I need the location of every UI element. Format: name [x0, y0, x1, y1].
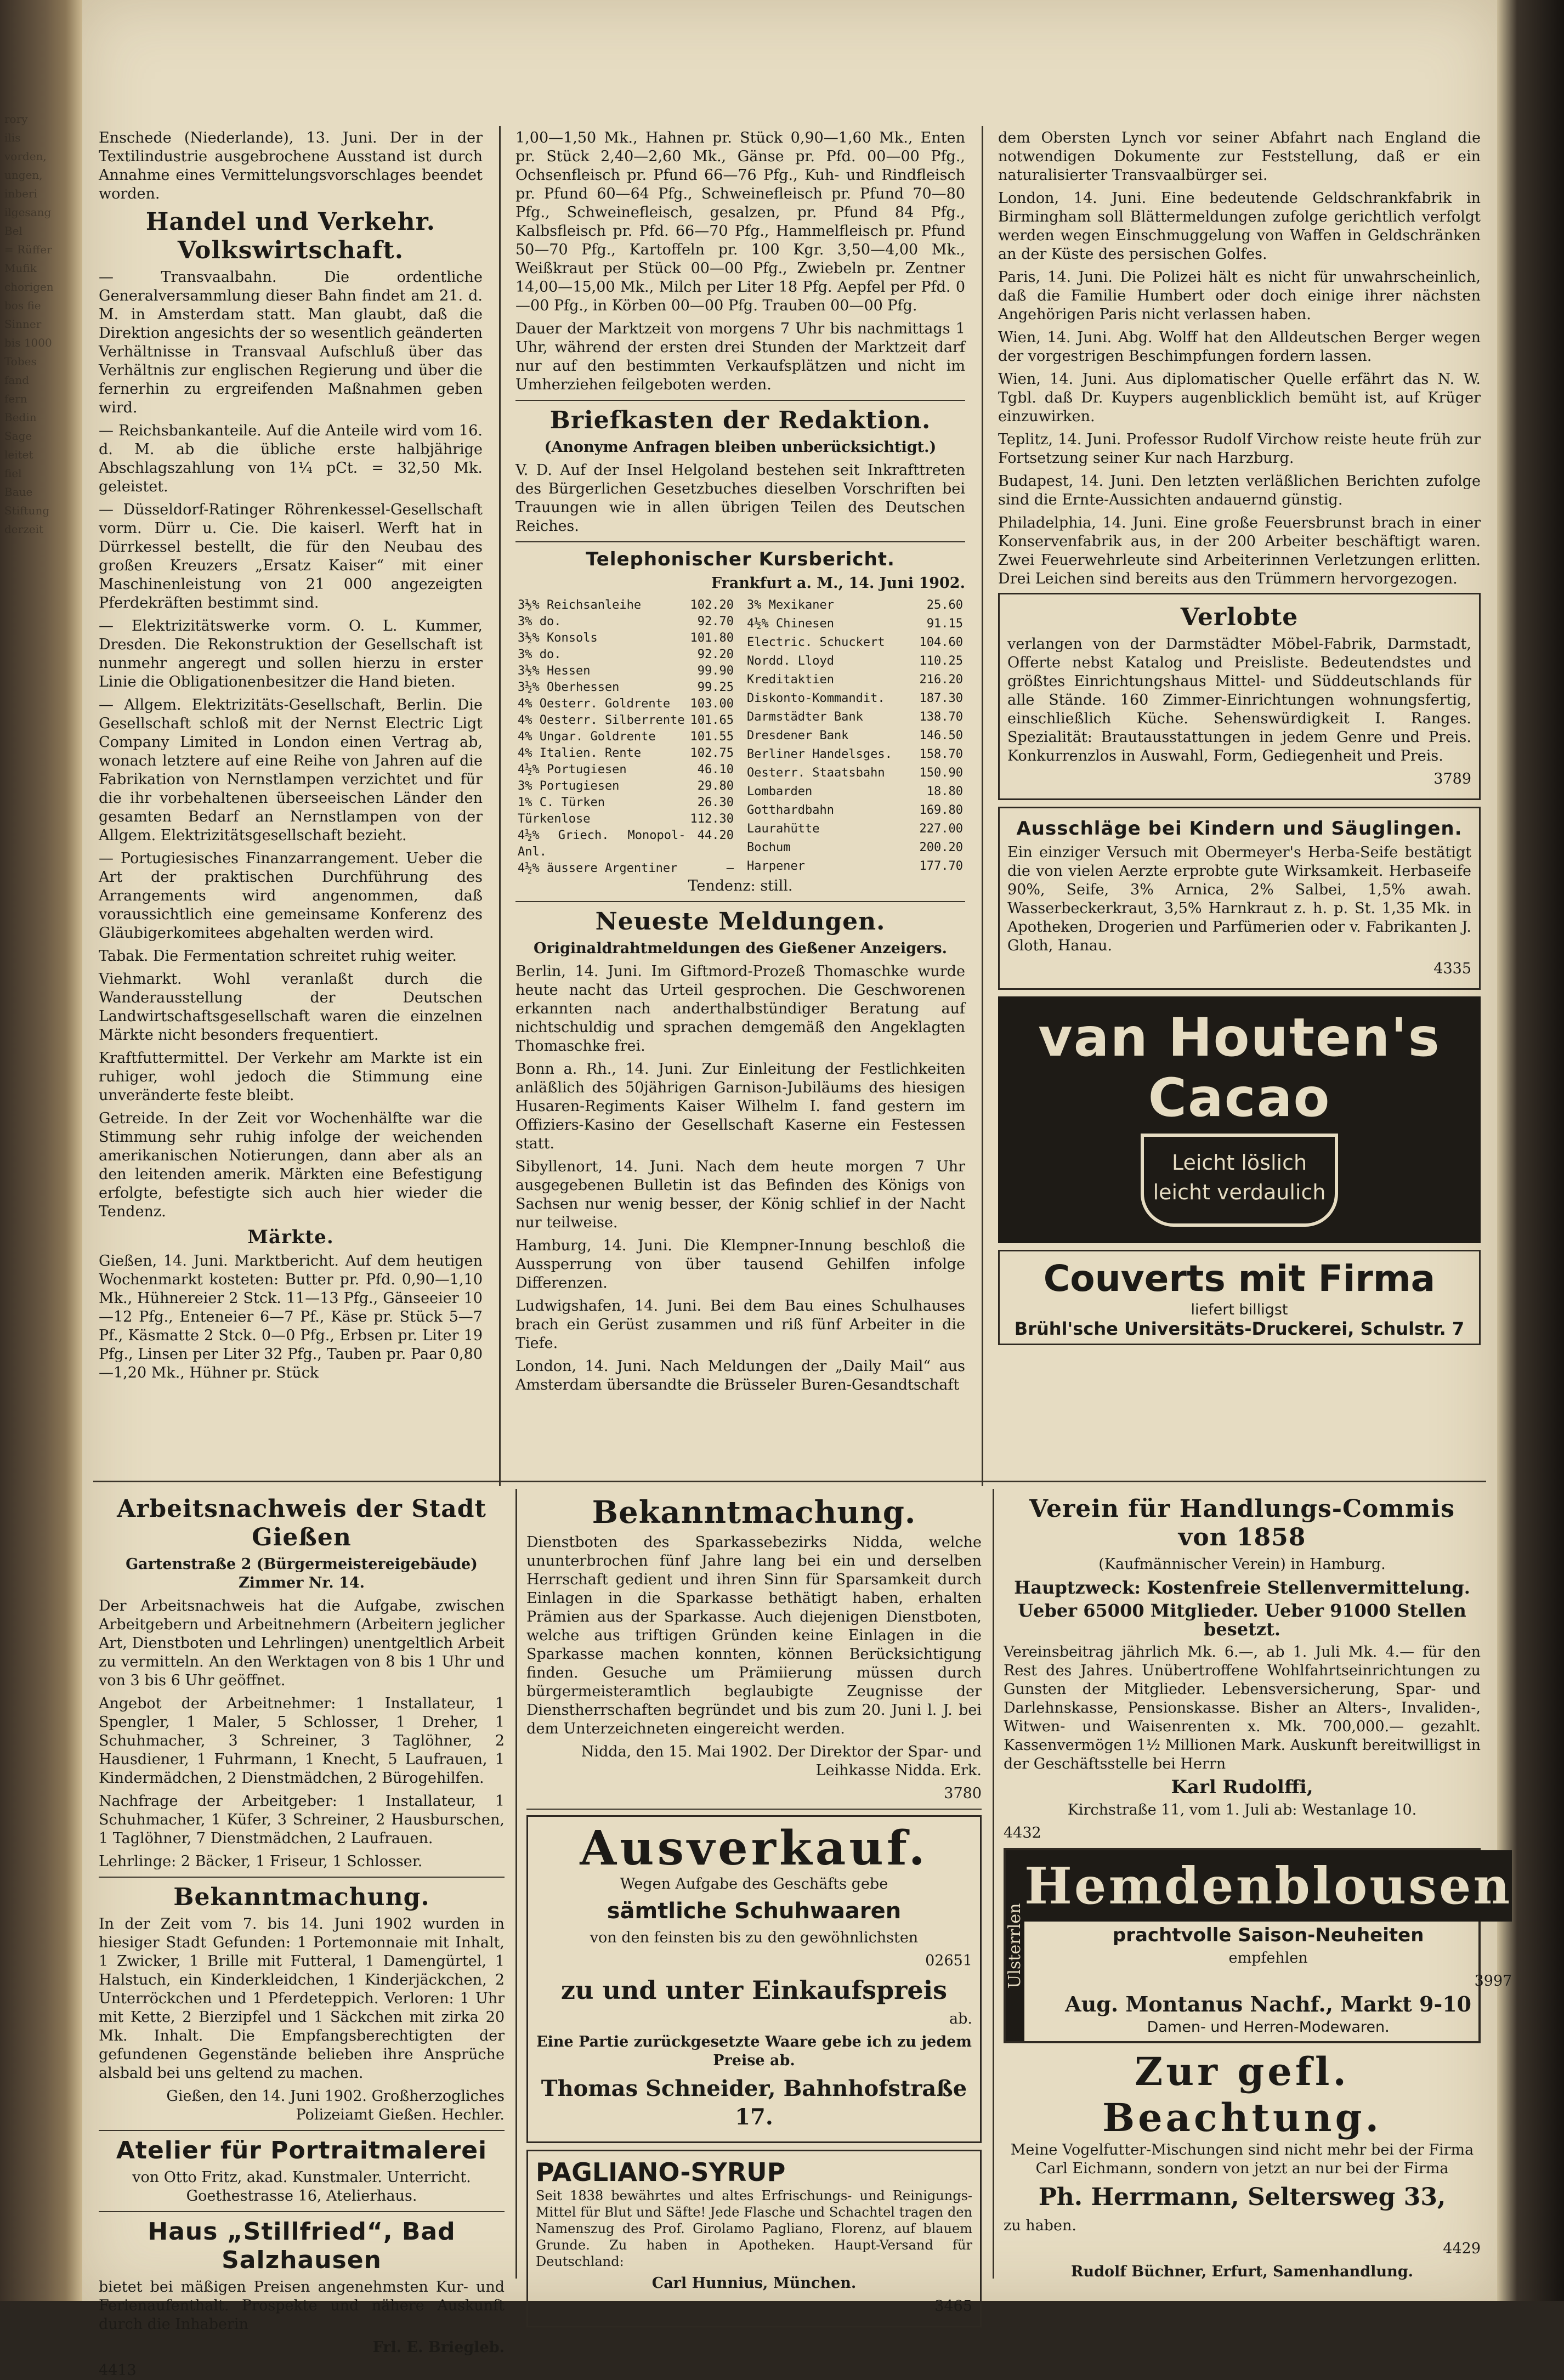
kurs-security: Harpener [747, 859, 805, 873]
verein-counts: Ueber 65000 Mitglieder. Ueber 91000 Stellen besetzt. [1018, 1600, 1466, 1640]
arbeitsnachweis-heading: Arbeitsnachweis der Stadt Gießen [117, 1495, 486, 1551]
spine-fragment: rory [4, 112, 28, 126]
spine-fragment: vorden, [4, 150, 47, 163]
news-continued: dem Obersten Lynch vor seiner Abfahrt nach England die notwendigen Dokumente zur Feststellung, daß er ein naturalisierter Transvaalbürger sei. [998, 129, 1481, 184]
kurs-row [515, 696, 736, 712]
column-rule [982, 126, 983, 1486]
spine-fragment: ilgesang [4, 206, 52, 219]
couverts-heading: Couverts mit Firma [1043, 1257, 1436, 1300]
market-note: Dauer der Marktzeit von morgens 7 Uhr bis nachmittags 1 Uhr, während der ersten drei Stunden der Marktzeit darf nur auf den bestimmten Verkaufsplätzen und nicht im Umherziehen feilgeboten werden. [515, 320, 965, 393]
handel-paragraphs [99, 268, 483, 1221]
pagliano-heading: PAGLIANO-SYRUP [536, 2157, 786, 2187]
nachfrage-text: Nachfrage der Arbeitgeber: 1 Installateur, 1 Schuhmacher, 1 Küfer, 3 Schreiner, 2 Hausburschen, 1 Taglöhner, 7 Dienstmädchen, 2 Laufrauen. [99, 1793, 505, 1847]
stillfried-heading: Haus „Stillfried“, Bad Salzhausen [148, 2218, 456, 2274]
kurs-row [745, 821, 965, 840]
kurs-security: Türkenlose [518, 812, 591, 826]
lehrlinge-text: Lehrlinge: 2 Bäcker, 1 Friseur, 1 Schlosser. [99, 1853, 423, 1870]
kurs-table-left [515, 597, 736, 877]
slogan-line: leicht verdaulich [1153, 1180, 1326, 1204]
kurs-security: Dresdener Bank [747, 729, 849, 743]
kurs-value: 92.20 [697, 648, 734, 661]
ausschlag-ad [998, 807, 1481, 990]
kurs-value: 46.10 [697, 763, 734, 777]
kurs-value: 110.25 [919, 654, 963, 668]
kurs-value: 26.30 [697, 796, 734, 809]
verein-sub: (Kaufmännischer Verein) in Hamburg. [1098, 1556, 1386, 1573]
ausverkauf-mid: sämtliche Schuhwaaren [607, 1899, 902, 1924]
ausverkauf-range: von den feinsten bis zu den gewöhnlichsten [590, 1929, 919, 1946]
kurs-value: 104.60 [919, 636, 963, 649]
kurs-value: 169.80 [919, 803, 963, 817]
article-paragraph: — Elektrizitätswerke vorm. O. L. Kummer, Dresden. Die Rekonstruktion der Gesellschaft ist nunmehr angeregt und sollen hierzu in erster Linie die Obligationenbesitzer die Hand bieten. [99, 617, 483, 690]
ad-number: 3780 [944, 1785, 982, 1802]
column-rule [993, 1489, 994, 2279]
article-paragraph: — Allgem. Elektrizitäts-Gesellschaft, Berlin. Die Gesellschaft schloß mit der Nernst Electric Ligt Company Limited in London einen Vertrag ab, wonach letztere auf eine Reihe von Jahren auf die Fabrikation von Nernstlampen verzichtet und für die ihr vorbehaltenen überseeischen Länder den gesamten Bedarf an Nernstlampen von der Allgem. Elektrizitätsgesellschaft bezieht. [99, 696, 483, 844]
spine-fragment: Baue [4, 485, 33, 498]
kurs-value: 101.65 [690, 713, 734, 727]
verein-name: Karl Rudolffi, [1171, 1776, 1313, 1798]
spine-fragment: Mufik [4, 262, 37, 275]
spine-fragment: Sage [4, 429, 32, 443]
kurs-value: 25.60 [926, 598, 963, 612]
kurs-value: 112.30 [690, 812, 734, 826]
hemd-sub: prachtvolle Saison-Neuheiten [1112, 1924, 1424, 1946]
column-rule [499, 126, 501, 1486]
ad-number: 4429 [1443, 2240, 1481, 2257]
verein-addr: Kirchstraße 11, vom 1. Juli ab: Westanlage 10. [1067, 1801, 1417, 1818]
angebot-text: Angebot der Arbeitnehmer: 1 Installateur, 1 Spengler, 1 Maler, 5 Schlosser, 1 Dreher, 1 Schuhmacher, 3 Schreiner, 3 Taglöhner, 2 Hausdiener, 1 Fuhrmann, 1 Knecht, 5 Laufrauen, 1 Kindermädchen, 2 Dienstmädchen, 2 Bürogehilfen. [99, 1695, 505, 1787]
cup-icon [1141, 1134, 1338, 1227]
hemd-emp: empfehlen [1228, 1950, 1308, 1967]
news-item: Hamburg, 14. Juni. Die Klempner-Innung beschloß die Aussperrung von über tausend Gehilfen infolge Differenzen. [515, 1237, 965, 1291]
bekanntmachung-text: Dienstboten des Sparkassebezirks Nidda, welche ununterbrochen fünf Jahre lang bei ein und derselben Herrschaft gedient und ihren Sinn für Sparsamkeit durch Einlagen in die Sparkasse bethätigt haben, erhalten Prämien aus der Sparkasse. Auch diejenigen Dienstboten, welche aus triftigen Gründen keine Einlagen in die Sparkasse machen konnten, können Berücksichtigung finden. Gesuche um Prämiierung müssen durch bürgermeisteramtlich beglaubigte Zeugnisse der Dienstherrschaften begründet und bis zum 20. Juni l. J. bei dem Unterzeichneten eingereicht werden. [526, 1534, 982, 1737]
briefkasten-heading: Briefkasten der Redaktion. [549, 406, 931, 434]
spine-fragment: Sinner [4, 318, 42, 331]
kursbericht-heading: Telephonischer Kursbericht. [586, 548, 895, 570]
spine-fragment: fern [4, 392, 27, 405]
spine-fragment: chorigen [4, 280, 54, 293]
bekanntmachung-heading: Bekanntmachung. [173, 1883, 430, 1911]
hemd-main [1024, 1850, 1512, 2041]
news-sub: Originaldrahtmeldungen des Gießener Anzeigers. [534, 940, 947, 957]
kurs-table-right [745, 597, 965, 877]
kurs-row [745, 840, 965, 858]
spine-fragment: derzeit [4, 523, 44, 536]
article-paragraph: Kraftfuttermittel. Der Verkehr am Markte ist ein ruhiger, wohl jedoch die Stimmung eine unveränderte feste bleibt. [99, 1050, 483, 1104]
kurs-value: 146.50 [919, 729, 963, 743]
verein-main: Hauptzweck: Kostenfreie Stellenvermittelung. [1014, 1577, 1470, 1598]
hemd-heading: Hemdenblousen [1024, 1850, 1512, 1922]
news-item: Budapest, 14. Juni. Den letzten verläßlichen Berichten zufolge sind die Ernte-Aussichten andauernd günstig. [998, 473, 1481, 508]
kurs-security: 4½% Griech. Monopol-Anl. [518, 829, 686, 859]
kurs-row [515, 811, 736, 828]
kurs-row [515, 630, 736, 647]
kurs-row [745, 672, 965, 690]
kurs-security: 4½% Portugiesen [518, 763, 627, 777]
beachtung-heading: Zur gefl. Beachtung. [1102, 2049, 1382, 2140]
news-item: Wien, 14. Juni. Abg. Wolff hat den Alldeutschen Berger wegen der vorgestrigen Beschimpfungen fordern lassen. [998, 329, 1481, 365]
couverts-ad [998, 1250, 1481, 1345]
spine-fragments [4, 110, 70, 539]
ad-number: 3789 [1433, 770, 1471, 787]
ausverkauf-heading: Ausverkauf. [580, 1821, 928, 1876]
kurs-row [515, 762, 736, 778]
kurs-row [515, 828, 736, 860]
kurs-security: 3% do. [518, 615, 562, 628]
news-item: Philadelphia, 14. Juni. Eine große Feuersbrunst brach in einer Konservenfabrik aus, in der 200 Arbeiter beschäftigt waren. Zwei Feuerwehrleute sind Arbeiterinnen Verletzungen erlitten. Drei Leichen sind bereits aus den Trümmern hervorgezogen. [998, 514, 1481, 587]
verein-heading: Verein für Handlungs-Commis von 1858 [1029, 1495, 1455, 1551]
kurs-row [515, 745, 736, 762]
kurs-row [515, 729, 736, 745]
kurs-value: 138.70 [919, 710, 963, 724]
ausverkauf-ad [526, 1815, 982, 2143]
kurs-security: Nordd. Lloyd [747, 654, 834, 668]
kurs-row [745, 634, 965, 653]
couverts-text: Brühl'sche Universitäts-Druckerei, Schulstr. 7 [1014, 1318, 1465, 1339]
kurs-security: 3½% Hessen [518, 664, 591, 678]
article-paragraph: — Transvaalbahn. Die ordentliche Generalversammlung dieser Bahn findet am 21. d. M. in Amsterdam statt. Man glaubt, daß die Direktion angesichts der so wesentlich geänderten Verhältnisse in Transvaal Aufschluß über das Verhältnis zur englischen Regierung und über die fernerhin zu ergreifenden Maßnahmen geben wird. [99, 269, 483, 416]
kurs-row [515, 663, 736, 679]
ad-number: 02651 [925, 1952, 972, 1969]
kurs-value: 187.30 [919, 692, 963, 705]
hemdenblousen-ad [1004, 1848, 1512, 2043]
news-item: Berlin, 14. Juni. Im Giftmord-Prozeß Thomaschke wurde heute nacht das Urteil gesprochen. Die Geschworenen erkannten nach anderthalbstündiger Beratung auf nichtschuldig und sprachen demgemäß den Angeklagten Thomaschke frei. [515, 963, 965, 1055]
kurs-row [745, 653, 965, 672]
side-label: Ulsterrlen [1006, 1850, 1024, 2041]
kurs-value: 227.00 [919, 822, 963, 836]
kurs-row [515, 778, 736, 795]
kurs-row [515, 647, 736, 663]
article-paragraph: Getreide. In der Zeit vor Wochenhälfte war die Stimmung sehr ruhig infolge der weichenden amerikanischen Notierungen, dann aber als an den leitenden amerik. Märkten eine Befestigung erfolgte, befestigte sich auch hier wieder die Tendenz. [99, 1110, 483, 1220]
kurs-value: 101.80 [690, 631, 734, 645]
kurs-value: 102.75 [690, 746, 734, 760]
kurs-security: Gotthardbahn [747, 803, 834, 817]
bottom-col-3 [1004, 1492, 1512, 2280]
article-paragraph: Tabak. Die Fermentation schreitet ruhig weiter. [99, 948, 457, 965]
beachtung-sign: Rudolf Büchner, Erfurt, Samenhandlung. [1071, 2263, 1413, 2280]
spine-fragment: bis 1000 [4, 336, 52, 349]
kurs-security: 4% Oesterr. Goldrente [518, 697, 671, 711]
kurs-row [745, 616, 965, 634]
kurs-row [745, 597, 965, 616]
kurs-security: 3% Mexikaner [747, 598, 834, 612]
column-2 [515, 129, 965, 1472]
ad-number: 3997 [1474, 1973, 1512, 1990]
spine-fragment: inberi [4, 187, 37, 200]
ad-number: 4335 [1433, 960, 1471, 977]
article-paragraph: — Portugiesisches Finanzarrangement. Ueber die Art der praktischen Durchführung des Arrangements wird angenommen, daß voraussichtlich eine gemeinsame Konferenz des Gläubigerkomitees abgehalten werden wird. [99, 850, 483, 942]
stillfried-text: bietet bei mäßigen Preisen angenehmsten Kur- und Ferienaufenthalt. Prospekte und nähere Auskunft durch die Inhaberin [99, 2279, 505, 2333]
verlobte-heading: Verlobte [1180, 603, 1299, 631]
kurs-row [745, 709, 965, 728]
kurs-security: Bochum [747, 841, 791, 854]
ausverkauf-sub: Wegen Aufgabe des Geschäfts gebe [620, 1875, 888, 1892]
kurs-value: 216.20 [919, 673, 963, 687]
atelier-text: von Otto Fritz, akad. Kunstmaler. Unterricht. Goethestrasse 16, Atelierhaus. [132, 2169, 471, 2205]
kurs-value: 103.00 [690, 697, 734, 711]
spine-fragment: ungen, [4, 168, 43, 182]
spine-fragment: Tobes [4, 355, 37, 368]
spine-fragment: bos fie [4, 299, 41, 312]
kurs-row [745, 728, 965, 746]
kurs-value: 177.70 [919, 859, 963, 873]
article-paragraph: — Reichsbankanteile. Auf die Anteile wird vom 16. d. M. ab die übliche erste halbjährige Abschlagszahlung von 1¼ pCt. = 32,50 Mk. geleistet. [99, 422, 483, 495]
pagliano-ad [526, 2150, 982, 2327]
kurs-row [745, 858, 965, 877]
spine-fragment: fiel [4, 467, 22, 480]
kurs-security: Kreditaktien [747, 673, 834, 687]
news-item: London, 14. Juni. Nach Meldungen der „Daily Mail“ aus Amsterdam übersandte die Brüsseler Buren-Gesandtschaft [515, 1358, 965, 1393]
maerkte-heading: Märkte. [247, 1226, 334, 1248]
spine-fragment: leitet [4, 448, 33, 461]
bekanntmachung-sign: Nidda, den 15. Mai 1902. Der Direktor der Spar- und Leihkasse Nidda. Erk. [581, 1743, 982, 1779]
ausverkauf-ab: ab. [949, 2010, 972, 2027]
bottom-col-1 [99, 1492, 505, 2379]
ad-number: 4413 [99, 2362, 137, 2379]
pagliano-sign: Carl Hunnius, München. [651, 2275, 857, 2292]
article-paragraph: — Düsseldorf-Ratinger Röhrenkessel-Gesellschaft vorm. Dürr u. Cie. Die kaiserl. Werft hat in Dürrkessel bestellt, die für den Neubau des großen Kreuzers „Ersatz Kaiser“ mit einer Maschinenleistung von 21 000 angezeigten Pferdekräften bestimmt sind. [99, 501, 483, 611]
kurs-row [515, 712, 736, 729]
arbeitsnachweis-text: Der Arbeitsnachweis hat die Aufgabe, zwischen Arbeitgebern und Arbeitnehmern (Arbeitern jeglicher Art, Dienstboten und Lehrlingen) unentgeltlich Arbeit zu vermitteln. An den Werktagen von 8 bis 1 Uhr und von 3 bis 6 Uhr geöffnet. [99, 1597, 505, 1689]
kurs-row [745, 690, 965, 709]
kurs-security: 3% do. [518, 648, 562, 661]
kurs-security: 3½% Reichsanleihe [518, 598, 642, 612]
maerkte-text: Gießen, 14. Juni. Marktbericht. Auf dem heutigen Wochenmarkt kosteten: Butter pr. Pfd. 0,90—1,10 Mk., Hühnereier 2 Stck. 11—13 Pfg., Gänseeier 10—12 Pfg., Enteneier 6—7 Pf., Käse pr. Stück 5—7 Pf., Käsmatte 2 Stck. 0—0 Pfg., Erbsen pr. Liter 19 Pfg., Linsen per Liter 32 Pfg., Tauben pr. Paar 0,80—1,20 Mk., Hühner pr. Stück [99, 1253, 483, 1381]
spine-fragment: Bedin [4, 411, 37, 424]
kurs-security: 4% Oesterr. Silberrente [518, 713, 685, 727]
atelier-heading: Atelier für Portraitmalerei [116, 2137, 488, 2164]
market-continued: 1,00—1,50 Mk., Hahnen pr. Stück 0,90—1,60 Mk., Enten pr. Stück 2,40—2,60 Mk., Gänse pr. Pfd. 00—00 Pfg., Ochsenfleisch pr. Pfund 66—76 Pfg., Kuh- und Rindfleisch pr. Pfund 60—64 Pfg., Schweinefleisch pr. Pfund 70—80 Pfg., Schweinefleisch, gesalzen, pr. Pfund 84 Pfg., Kalbsfleisch pr. Pfd. 66—70 Pfg., Hammelfleisch pr. Pfund 50—70 Pfg., Kartoffeln pr. 100 Kgr. 3,50—4,00 Mk., Weißkraut per Stück 00—00 Pfg., Zwiebeln pr. Zentner 14,00—15,00 Mk., Milch per Liter 18 Pfg. Aepfel per Pfd. 0—00 Pfg., in Körben 00—00 Pfg. Trauben 00—00 Pfg. [515, 129, 965, 314]
bekanntmachung-text: In der Zeit vom 7. bis 14. Juni 1902 wurden in hiesiger Stadt Gefunden: 1 Portemonnaie mit Inhalt, 1 Zwicker, 1 Brille mit Futteral, 1 Damengürtel, 1 Halstuch, ein Kinderkleidchen, 1 Kinderjäckchen, 2 Unterröckchen und 1 Pferdeteppich. Verloren: 1 Uhr mit Kette, 2 Bierzipfel und 1 Säckchen mit zirka 20 Mk. Inhalt. Die Empfangsberechtigten der gefundenen Gegenstände belieben ihre Ansprüche alsbald bei uns geltend zu machen. [99, 1916, 505, 2082]
kurs-security: 4½% äussere Argentiner [518, 862, 678, 875]
newspaper-page [82, 0, 1512, 2379]
kurs-value: 91.15 [926, 617, 963, 631]
couverts-sub: liefert billigst [1191, 1301, 1288, 1318]
ausschlag-heading: Ausschläge bei Kindern und Säuglingen. [1016, 818, 1463, 840]
kurs-tendenz: Tendenz: still. [688, 877, 793, 894]
article-paragraph: Viehmarkt. Wohl veranlaßt durch die Wanderausstellung der Deutschen Landwirtschaftsgesellschaft waren die einzelnen Märkte nicht besonders frequentiert. [99, 971, 483, 1044]
hemd-dept: Damen- und Herren-Modewaren. [1147, 2019, 1390, 2036]
kurs-row [515, 679, 736, 696]
kurs-row [515, 795, 736, 811]
ad-number: 3465 [934, 2298, 972, 2315]
column-3 [998, 129, 1481, 1472]
book-binding [0, 0, 82, 2301]
kurs-row [515, 614, 736, 630]
kurs-value: 99.25 [697, 681, 734, 694]
news-item: Bonn a. Rh., 14. Juni. Zur Einleitung der Festlichkeiten anläßlich des 50jährigen Garnison-Jubiläums des hiesigen Husaren-Regiments Kaiser Wilhelm I. fand gestern im Offiziers-Kasino der Gesellschaft Kaserne ein Festessen statt. [515, 1061, 965, 1152]
section-heading: Handel und Verkehr. Volkswirtschaft. [145, 208, 436, 264]
news-item: Teplitz, 14. Juni. Professor Rudolf Virchow reiste heute früh zur Fortsetzung seiner Kur nach Harzburg. [998, 431, 1481, 467]
kurs-value: 29.80 [697, 779, 734, 793]
kurs-security: Oesterr. Staatsbahn [747, 766, 885, 780]
kurs-value: 158.70 [919, 747, 963, 761]
kurs-value: — [726, 862, 734, 875]
kurs-value: 200.20 [919, 841, 963, 854]
news-item: London, 14. Juni. Eine bedeutende Geldschrankfabrik in Birmingham soll Blättermeldungen zufolge gerichtlich verfolgt werden wegen Einschmuggelung von Waffen in Geldschränken an der Küste des persischen Golfes. [998, 190, 1481, 263]
kurs-security: 3% Portugiesen [518, 779, 620, 793]
bottom-col-2 [526, 1492, 982, 2315]
section-rule [93, 1481, 1486, 1482]
briefkasten-text: V. D. Auf der Insel Helgoland bestehen seit Inkrafttreten des Bürgerlichen Gesetzbuches dieselben Vorschriften bei Trauungen wie in allen übrigen Teilen des Deutschen Reiches. [515, 462, 965, 535]
kurs-value: 101.55 [690, 730, 734, 744]
kurs-row [745, 765, 965, 784]
hemd-name: Aug. Montanus Nachf., Markt 9-10 [1065, 1992, 1472, 2016]
arbeitsnachweis-sub: Gartenstraße 2 (Bürgermeistereigebäude) Zimmer Nr. 14. [126, 1556, 478, 1591]
kurs-security: 3½% Oberhessen [518, 681, 620, 694]
briefkasten-sub: (Anonyme Anfragen bleiben unberücksichtigt.) [544, 439, 937, 456]
stillfried-sign: Frl. E. Briegleb. [372, 2339, 505, 2356]
kursbericht-date: Frankfurt a. M., 14. Juni 1902. [711, 575, 965, 592]
column-rule [515, 1489, 517, 2279]
column-1 [99, 129, 483, 1472]
news-list [998, 189, 1481, 588]
news-item: Wien, 14. Juni. Aus diplomatischer Quelle erfährt das N. W. Tgbl. daß Dr. Kuypers augenblicklich bemüht ist, auf Krüger einzuwirken. [998, 371, 1481, 425]
kurs-value: 92.70 [697, 615, 734, 628]
kurs-security: Lombarden [747, 785, 813, 798]
news-heading: Neueste Meldungen. [595, 908, 886, 936]
slogan-line: Leicht löslich [1171, 1151, 1307, 1175]
kurs-value: 102.20 [690, 598, 734, 612]
news-list [515, 962, 965, 1395]
news-item: Sibyllenort, 14. Juni. Nach dem heute morgen 7 Uhr ausgegebenen Bulletin ist das Befinden des Königs von Sachsen nur wenig besser, der König schlief in der Nacht nur teilweise. [515, 1158, 965, 1231]
kurs-security: 4% Italien. Rente [518, 746, 642, 760]
kurs-row [745, 746, 965, 765]
kurs-security: Darmstädter Bank [747, 710, 863, 724]
ausverkauf-price: zu und unter Einkaufspreis [560, 1975, 948, 2005]
intro-text: Enschede (Niederlande), 13. Juni. Der in der Textilindustrie ausgebrochene Ausstand ist durch Annahme eines Vermittelungsvorschlages beendet worden. [99, 129, 483, 202]
kurs-security: Berliner Handelsges. [747, 747, 892, 761]
kurs-row [745, 784, 965, 802]
spine-fragment: ilis [4, 131, 21, 144]
kurs-security: Laurahütte [747, 822, 820, 836]
ad-number: 4432 [1004, 1824, 1041, 1841]
kurs-security: 3½% Konsols [518, 631, 598, 645]
kurs-security: 4½% Chinesen [747, 617, 834, 631]
kurs-security: Electric. Schuckert [747, 636, 885, 649]
beachtung-text: Meine Vogelfutter-Mischungen sind nicht mehr bei der Firma Carl Eichmann, sondern von jetzt an nur bei der Firma [1010, 2141, 1474, 2177]
spine-fragment: fand [4, 373, 30, 387]
spine-fragment: Bel [4, 224, 22, 237]
verlobte-ad [998, 593, 1481, 800]
ausschlag-text: Ein einziger Versuch mit Obermeyer's Herba-Seife bestätigt die von vielen Aerzte erprobte gute Wirksamkeit. Herbaseife 90%, Seife, 3% Arnica, 2% Salbei, 1,5% awah. Wasserbeckerkraut, 3,5% Harnkraut z. h. p. St. 1,35 Mk. in Apotheken, Drogerien und Parfümerien oder v. Fabrikanten J. Gloth, Hanau. [1007, 844, 1471, 954]
beachtung-tail: zu haben. [1004, 2217, 1076, 2234]
brand-product: Cacao [1148, 1067, 1331, 1129]
kurs-value: 150.90 [919, 766, 963, 780]
news-item: Paris, 14. Juni. Die Polizei hält es nicht für unwahrscheinlich, daß die Familie Humbert oder doch einige ihrer nächsten Angehörigen Paris nicht verlassen haben. [998, 269, 1481, 323]
bekanntmachung-heading: Bekanntmachung. [592, 1494, 916, 1531]
ausverkauf-partie: Eine Partie zurückgesetzte Waare gebe ich zu jedem Preise ab. [536, 2033, 972, 2069]
brand-name: van Houten's [1038, 1007, 1441, 1068]
kurs-row [745, 802, 965, 821]
kurs-security: Diskonto-Kommandit. [747, 692, 885, 705]
kurs-table-wrap [515, 597, 965, 877]
verlobte-text: verlangen von der Darmstädter Möbel-Fabrik, Darmstadt, Offerte nebst Katalog und Preisliste. Bedeutendstes und größtes Einrichtungshaus Mittel- und Süddeutschlands für alle Stände. 160 Zimmer-Einrichtungen wohnungsfertig, einschließlich Küche. Sehenswürdigkeit I. Ranges. Spezialität: Brautausstattungen in jedem Genre und Preis. Konkurrenzlos in Auswahl, Form, Gediegenheit und Preis. [1007, 636, 1471, 764]
kurs-value: 99.90 [697, 664, 734, 678]
van-houten-cacao-ad [998, 996, 1481, 1243]
kurs-row [515, 597, 736, 614]
kurs-value: 44.20 [697, 829, 734, 842]
spine-fragment: Stiftung [4, 504, 50, 517]
kurs-value: 18.80 [926, 785, 963, 798]
beachtung-name: Ph. Herrmann, Seltersweg 33, [1038, 2183, 1446, 2211]
kurs-security: 1% C. Türken [518, 796, 605, 809]
verein-text: Vereinsbeitrag jährlich Mk. 6.—, ab 1. Juli Mk. 4.— für den Rest des Jahres. Unübertroffene Wohlfahrtseinrichtungen zu Gunsten der Mitglieder. Lebensversicherung, Spar- und Darlehnskasse, Pensionskasse. Bisher an Alters-, Invaliden-, Witwen- und Waisenrenten x. Mk. 700,000.— gezahlt. Kassenvermögen 1½ Millionen Mark. Auskunft bereitwilligst in der Geschäftsstelle bei Herrn [1004, 1644, 1481, 1772]
bekanntmachung-sign: Gießen, den 14. Juni 1902. Großherzogliches Polizeiamt Gießen. Hechler. [166, 2088, 505, 2123]
ausverkauf-name: Thomas Schneider, Bahnhofstraße 17. [541, 2076, 967, 2130]
spine-fragment: = Rüffer [4, 243, 52, 256]
kurs-security: 4% Ungar. Goldrente [518, 730, 656, 744]
kurs-row [515, 860, 736, 877]
pagliano-text: Seit 1838 bewährtes und altes Erfrischungs- und Reinigungs-Mittel für Blut und Säfte! Jede Flasche und Schachtel tragen den Namenszug des Prof. Girolamo Pagliano, Florenz, auf blauem Grunde. Zu haben in Apotheken. Haupt-Versand für Deutschland: [536, 2188, 972, 2269]
news-item: Ludwigshafen, 14. Juni. Bei dem Bau eines Schulhauses brach ein Gerüst zusammen und riß fünf Arbeiter in die Tiefe. [515, 1297, 965, 1352]
